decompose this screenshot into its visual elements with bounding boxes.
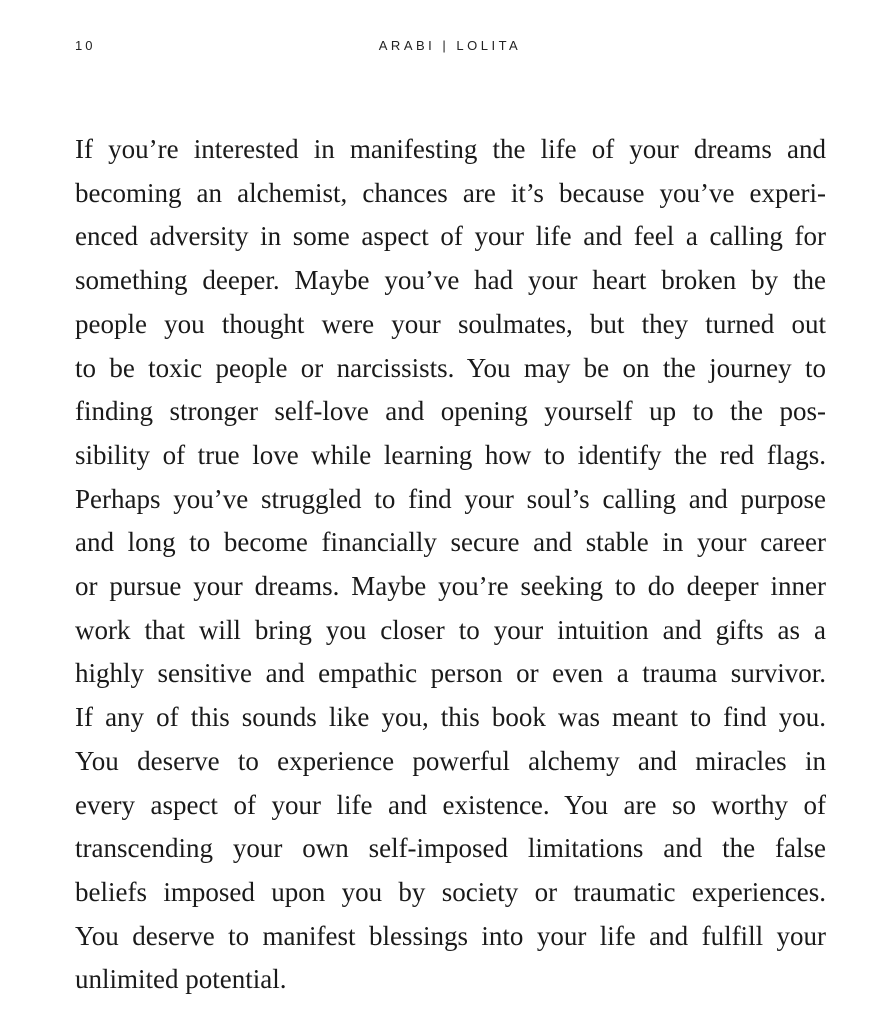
text-line: finding stronger self-love and opening yourself up to the pos- bbox=[75, 396, 826, 427]
text-line: to be toxic people or narcissists. You may be on the journey to bbox=[75, 352, 826, 383]
text-line: enced adversity in some aspect of your life and feel a calling for bbox=[75, 221, 826, 252]
text-line: sibility of true love while learning how to identify the red flags. bbox=[75, 439, 826, 470]
text-line: transcending your own self-imposed limitations and the false bbox=[75, 833, 826, 864]
text-line: or pursue your dreams. Maybe you’re seeking to do deeper inner bbox=[75, 571, 826, 602]
text-line: people you thought were your soulmates, but they turned out bbox=[75, 308, 826, 339]
text-line: becoming an alchemist, chances are it’s because you’ve experi- bbox=[75, 177, 826, 208]
page-number: 10 bbox=[75, 38, 96, 53]
text-line: every aspect of your life and existence. You are so worthy of bbox=[75, 789, 826, 820]
text-line: If you’re interested in manifesting the life of your dreams and bbox=[75, 134, 826, 164]
text-line: If any of this sounds like you, this book was meant to find you. bbox=[75, 702, 826, 733]
text-line: Perhaps you’ve struggled to find your soul’s calling and purpose bbox=[75, 483, 826, 514]
running-head: ARABI | LOLITA bbox=[378, 38, 522, 53]
text-line: beliefs imposed upon you by society or traumatic experiences. bbox=[75, 876, 826, 907]
text-line: highly sensitive and empathic person or even a trauma survivor. bbox=[75, 658, 826, 689]
text-line: unlimited potential. bbox=[75, 964, 287, 995]
text-line: something deeper. Maybe you’ve had your heart broken by the bbox=[75, 265, 826, 296]
text-line: work that will bring you closer to your intuition and gifts as a bbox=[75, 614, 826, 645]
body-paragraph bbox=[75, 128, 826, 1002]
text-line: and long to become financially secure and stable in your career bbox=[75, 527, 826, 558]
text-line: You deserve to manifest blessings into your life and fulfill your bbox=[75, 920, 826, 951]
text-line: You deserve to experience powerful alchemy and miracles in bbox=[75, 745, 826, 776]
